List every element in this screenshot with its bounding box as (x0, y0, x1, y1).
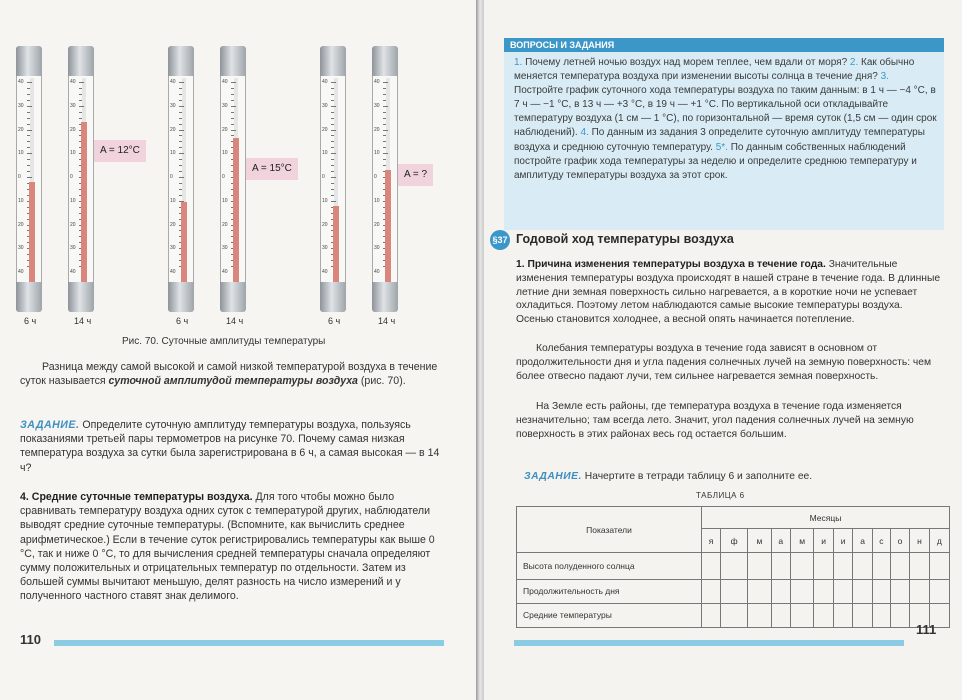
scale-tick-label: 20 (70, 221, 76, 228)
scale-tick-label: 40 (70, 269, 76, 275)
amplitude-label: A = 12°C (94, 140, 146, 162)
scale-tick (27, 165, 30, 166)
month-header-cell: с (872, 529, 890, 553)
scale-tick (383, 147, 386, 148)
scale-tick (79, 106, 84, 107)
scale-tick (179, 88, 182, 89)
definition-term: суточной амплитудой температуры воздуха (108, 375, 358, 388)
right-page (484, 0, 962, 700)
month-header-cell: м (748, 529, 771, 553)
thermometer-bottom-cap (168, 282, 194, 312)
scale-tick-label: 10 (222, 197, 228, 204)
scale-tick-label: 0 (222, 174, 225, 180)
task-label: ЗАДАНИЕ. (524, 471, 582, 482)
scale-tick (331, 94, 334, 95)
table-cell (791, 603, 814, 627)
table-cell (872, 553, 890, 579)
item4-paragraph (20, 490, 452, 604)
row-label: Средние температуры (517, 603, 702, 627)
scale-tick (179, 177, 184, 178)
scale-tick-label: 40 (70, 79, 76, 85)
item1-title: Причина изменения температуры воздуха в течение года. (527, 259, 826, 270)
thermometer-pair3-14h (372, 46, 398, 312)
header-months: Месяцы (702, 507, 950, 529)
scale-tick-label: 30 (170, 102, 176, 109)
scale-tick (383, 124, 386, 125)
thermometer-pair1-14h (68, 46, 94, 312)
scale-tick (27, 141, 30, 142)
scale-tick (331, 189, 334, 190)
scale-tick (331, 141, 334, 142)
month-header-cell: а (853, 529, 873, 553)
scale-tick (231, 88, 234, 89)
page-footer-bar (514, 640, 904, 646)
amplitude-label: A = ? (398, 164, 433, 186)
question-number: 2. (849, 57, 859, 68)
thermometer-top-cap (220, 46, 246, 76)
time-label-14h: 14 ч (226, 316, 244, 326)
scale-tick (383, 165, 386, 166)
mercury-column (181, 202, 187, 282)
scale-tick (383, 112, 386, 113)
scale-tick (331, 106, 336, 107)
scale-tick-label: 30 (222, 102, 228, 109)
scale-tick (331, 195, 334, 196)
scale-tick-label: 30 (18, 245, 24, 252)
scale-tick-label: 40 (374, 269, 380, 275)
table-cell (814, 603, 834, 627)
table-cell (890, 579, 910, 603)
table-title: ТАБЛИЦА 6 (696, 491, 745, 500)
scale-tick-label: 30 (222, 245, 228, 252)
scale-tick-label: 30 (374, 245, 380, 252)
table-row (517, 579, 950, 603)
scale-tick (79, 118, 82, 119)
task-label: ЗАДАНИЕ. (20, 419, 80, 431)
row-label: Продолжительность дня (517, 579, 702, 603)
scale-tick (331, 183, 334, 184)
mercury-column (81, 122, 87, 282)
section-badge: §37 (490, 230, 510, 250)
scale-tick (331, 135, 334, 136)
scale-tick-label: 30 (322, 245, 328, 252)
scale-tick-label: 20 (374, 221, 380, 228)
task-text: Начертите в тетради таблицу 6 и заполните ее. (581, 471, 813, 482)
question-1: Почему летней ночью воздух над морем теплее, чем вдали от моря? (522, 57, 848, 68)
scale-tick-label: 20 (18, 221, 24, 228)
scale-tick-label: 30 (70, 102, 76, 109)
scale-tick (27, 124, 30, 125)
scale-tick-label: 0 (374, 174, 377, 180)
scale-tick (383, 118, 386, 119)
scale-tick-label: 20 (170, 126, 176, 133)
table-cell (791, 553, 814, 579)
thermometer-top-cap (16, 46, 42, 76)
scale-tick-label: 30 (374, 102, 380, 109)
row-label: Высота полуденного солнца (517, 553, 702, 579)
month-header-cell: я (702, 529, 721, 553)
scale-tick (27, 177, 32, 178)
scale-tick-label: 10 (170, 150, 176, 157)
scale-tick (27, 135, 30, 136)
scale-tick (179, 118, 182, 119)
scale-tick (79, 100, 82, 101)
table-cell (748, 603, 771, 627)
scale-tick-label: 40 (170, 269, 176, 275)
scale-tick (179, 94, 182, 95)
section-title: Годовой ход температуры воздуха (516, 232, 734, 246)
scale-tick-label: 0 (170, 174, 173, 180)
thermometer-bottom-cap (68, 282, 94, 312)
table-cell (833, 603, 853, 627)
scale-tick-label: 10 (18, 197, 24, 204)
thermometer-bottom-cap (372, 282, 398, 312)
header-indicators: Показатели (517, 507, 702, 553)
scale-tick (331, 159, 334, 160)
month-header-cell: о (890, 529, 910, 553)
scale-tick-label: 0 (322, 174, 325, 180)
month-header-cell: н (910, 529, 929, 553)
item4-number: 4. (20, 491, 29, 503)
scale-tick (179, 183, 182, 184)
scale-tick (331, 112, 334, 113)
scale-tick-label: 10 (18, 150, 24, 157)
scale-tick-label: 10 (374, 150, 380, 157)
table-cell (721, 579, 748, 603)
page-number: 110 (20, 632, 41, 647)
item1-paragraph (516, 258, 942, 327)
table-cell (872, 603, 890, 627)
scale-tick-label: 40 (18, 269, 24, 275)
scale-tick-label: 10 (222, 150, 228, 157)
scale-tick (331, 165, 334, 166)
scale-tick-label: 20 (222, 126, 228, 133)
scale-tick (27, 159, 30, 160)
scale-tick (27, 171, 30, 172)
thermometer-top-cap (168, 46, 194, 76)
table-cell (872, 579, 890, 603)
item1-number: 1. (516, 259, 525, 270)
month-header-cell: д (929, 529, 949, 553)
scale-tick (383, 135, 386, 136)
scale-tick-label: 40 (222, 79, 228, 85)
scale-tick-label: 40 (322, 79, 328, 85)
month-header-cell: и (833, 529, 853, 553)
table-cell (929, 553, 949, 579)
scale-tick-label: 40 (374, 79, 380, 85)
question-number: 1. (514, 57, 523, 68)
table-cell (748, 579, 771, 603)
scale-tick-label: 30 (170, 245, 176, 252)
scale-tick (383, 153, 388, 154)
scale-tick (79, 112, 82, 113)
scale-tick (231, 106, 236, 107)
scale-tick (383, 106, 388, 107)
question-5: По данным собственных наблюдений постройте график хода температуры за неделю и определите среднюю температуру и амплитуду температуры воздуха за этот срок. (514, 141, 917, 181)
table-cell (721, 603, 748, 627)
table-cell (833, 579, 853, 603)
scale-tick (231, 100, 234, 101)
scale-tick (179, 141, 182, 142)
scale-tick (179, 189, 182, 190)
scale-tick (331, 130, 336, 131)
scale-tick (331, 201, 336, 202)
month-header-cell: ф (721, 529, 748, 553)
scale-tick (27, 112, 30, 113)
scale-tick (331, 100, 334, 101)
table-cell (853, 603, 873, 627)
scale-tick (27, 82, 32, 83)
scale-tick (179, 159, 182, 160)
thermometer-bottom-cap (220, 282, 246, 312)
scale-tick-label: 40 (18, 79, 24, 85)
scale-tick (331, 82, 336, 83)
mercury-column (233, 138, 239, 282)
scale-tick-label: 20 (222, 221, 228, 228)
time-label-14h: 14 ч (74, 316, 92, 326)
scale-tick (331, 153, 336, 154)
page-number: 111 (916, 622, 937, 637)
table-cell (853, 553, 873, 579)
table-cell (721, 553, 748, 579)
scale-tick-label: 30 (18, 102, 24, 109)
item1-text: Значительные изменения температуры воздуха происходят в нашей стране в течение года. В длинные летние дни земная поверхность сильно нагревается, а в короткие ночи не успевает охладиться. Поэтому летом наблюдаются самые высокие температуры воздуха. Осенью становится холоднее, а весной опять начинается потепление. (516, 259, 941, 326)
task2-paragraph (524, 470, 944, 484)
scale-tick (179, 171, 182, 172)
time-label-14h: 14 ч (378, 316, 396, 326)
table-cell (702, 553, 721, 579)
scale-tick (231, 135, 234, 136)
table-6 (516, 506, 950, 628)
scale-tick (179, 153, 184, 154)
thermometer-top-cap (372, 46, 398, 76)
table-cell (814, 579, 834, 603)
table-cell (791, 579, 814, 603)
scale-tick-label: 10 (70, 197, 76, 204)
month-header-cell: а (771, 529, 791, 553)
amplitude-label: A = 15°C (246, 158, 298, 180)
table-cell (771, 579, 791, 603)
question-4: По данным из задания 3 определите суточную амплитуду температуры воздуха и среднюю суточную температуру. (514, 127, 925, 153)
scale-tick (231, 112, 234, 113)
scale-tick-label: 10 (70, 150, 76, 157)
mercury-column (333, 206, 339, 282)
scale-tick-label: 0 (18, 174, 21, 180)
table-cell (853, 579, 873, 603)
table-cell (833, 553, 853, 579)
scale-tick-label: 40 (170, 79, 176, 85)
table-cell (771, 603, 791, 627)
mercury-column (29, 182, 35, 282)
thermometer-pair2-6h (168, 46, 194, 312)
month-header-cell: м (791, 529, 814, 553)
scale-tick (331, 118, 334, 119)
scale-tick (27, 153, 32, 154)
questions-list (514, 56, 938, 183)
scale-tick (231, 130, 236, 131)
scale-tick (79, 82, 84, 83)
item4-title: Средние суточные температуры воздуха. (31, 491, 253, 503)
question-number: 4. (580, 127, 589, 139)
scale-tick (331, 171, 334, 172)
scale-tick (27, 100, 30, 101)
scale-tick-label: 20 (322, 221, 328, 228)
scale-tick (179, 82, 184, 83)
task-text: Определите суточную амплитуду температуры воздуха, пользуясь показаниями третьей пары термометров на рисунке 70. Почему самая низкая температура воздуха за сутки была зарегистрирована в 6 ч, а самая высокая — в 14 ч? (20, 419, 440, 474)
scale-tick (383, 88, 386, 89)
scale-tick-label: 10 (322, 197, 328, 204)
scale-tick-label: 40 (222, 269, 228, 275)
scale-tick-label: 20 (322, 126, 328, 133)
scale-tick (331, 124, 334, 125)
scale-tick (27, 106, 32, 107)
scale-tick (231, 82, 236, 83)
scale-tick-label: 30 (322, 102, 328, 109)
paragraph-3: На Земле есть районы, где температура воздуха в течение года изменяется незначительно; там всегда лето. Значит, угол падения солнечных лучей на земную поверхность в этих районах весь год остается большим. (516, 401, 914, 440)
scale-tick (27, 118, 30, 119)
item4-text: Для того чтобы можно было сравнивать температуру воздуха одних суток с температурой других, наблюдатели выводят средние суточные температуры. (Вспомните, как вычислить среднее арифметическое.) Если в течение суток регистрировались температуры как выше 0 °С, так и ниже 0 °С, то для вычисления средней температуры сначала определяют сумму положительных и отрицательных температур по отдельности. Затем из большей суммы вычитают меньшую, делят разность на число измерений и у полученного частного ставят знак делимого. (20, 491, 435, 603)
scale-tick-label: 0 (70, 174, 73, 180)
scale-tick (383, 94, 386, 95)
scale-tick (331, 177, 336, 178)
time-label-6h: 6 ч (176, 316, 189, 326)
scale-tick (179, 165, 182, 166)
thermometer-pair2-14h (220, 46, 246, 312)
thermometer-pair3-6h (320, 46, 346, 312)
table-row (517, 603, 950, 627)
scale-tick (331, 88, 334, 89)
table-cell (748, 553, 771, 579)
scale-tick (383, 141, 386, 142)
scale-tick (231, 94, 234, 95)
scale-tick (231, 118, 234, 119)
time-label-6h: 6 ч (24, 316, 37, 326)
question-3: Постройте график суточного хода температуры воздуха по таким данным: в 1 ч — −4 °С, в 7 ч — −1 °С, в 13 ч — +3 °С, в 19 ч — +1 °С. По вертикальной оси откладывайте температуру воздуха (1 см — 1 °С), по горизонтальной — время суток (1,5 см — один срок наблюдений). (514, 85, 937, 139)
table-cell (814, 553, 834, 579)
scale-tick (383, 130, 388, 131)
question-2: Как обычно меняется температура воздуха при изменении высоты солнца в течение дня? (514, 57, 915, 83)
left-page (0, 0, 478, 700)
scale-tick (179, 130, 184, 131)
table-row (517, 553, 950, 579)
question-number: 5*. (715, 141, 728, 153)
scale-tick-label: 20 (170, 221, 176, 228)
scale-tick-label: 20 (70, 126, 76, 133)
table-cell (910, 579, 929, 603)
scale-tick (331, 147, 334, 148)
scale-tick (27, 88, 30, 89)
thermometer-pair1-6h (16, 46, 42, 312)
table-cell (771, 553, 791, 579)
thermometer-bottom-cap (16, 282, 42, 312)
scale-tick (179, 100, 182, 101)
scale-tick-label: 30 (70, 245, 76, 252)
definition-paragraph (20, 360, 452, 388)
scale-tick (79, 88, 82, 89)
scale-tick (27, 94, 30, 95)
table-cell (910, 553, 929, 579)
scale-tick-label: 40 (322, 269, 328, 275)
paragraph-2: Колебания температуры воздуха в течение года зависят в основном от продолжительности дня и угла падения солнечных лучей на земную поверхность: чем более отвесно падают лучи, тем сильнее нагревается земная поверхность. (516, 343, 932, 382)
thermometer-top-cap (320, 46, 346, 76)
scale-tick (179, 106, 184, 107)
table-cell (702, 579, 721, 603)
scale-tick (179, 124, 182, 125)
page-footer-bar (54, 640, 444, 646)
scale-tick-label: 10 (374, 197, 380, 204)
time-label-6h: 6 ч (328, 316, 341, 326)
scale-tick-label: 10 (170, 197, 176, 204)
scale-tick (27, 147, 30, 148)
scale-tick (383, 100, 386, 101)
scale-tick (179, 147, 182, 148)
scale-tick (179, 112, 182, 113)
task-paragraph (20, 418, 452, 475)
figure-caption: Рис. 70. Суточные амплитуды температуры (122, 336, 326, 347)
thermometer-bottom-cap (320, 282, 346, 312)
scale-tick (179, 135, 182, 136)
scale-tick (231, 124, 234, 125)
scale-tick (27, 130, 32, 131)
mercury-column (385, 170, 391, 282)
table-cell (929, 579, 949, 603)
table-header-row (517, 507, 950, 529)
question-number: 3. (880, 71, 889, 83)
scale-tick-label: 20 (18, 126, 24, 133)
scale-tick (383, 159, 386, 160)
thermometer-top-cap (68, 46, 94, 76)
table-cell (890, 553, 910, 579)
definition-text: Разница между самой высокой и самой низкой температурой воздуха в течение суток называется (20, 361, 438, 388)
definition-text-end: (рис. 70). (357, 375, 406, 388)
month-header-cell: и (814, 529, 834, 553)
scale-tick (383, 82, 388, 83)
table-cell (890, 603, 910, 627)
questions-header: ВОПРОСЫ И ЗАДАНИЯ (504, 38, 944, 52)
scale-tick (79, 94, 82, 95)
table-cell (702, 603, 721, 627)
scale-tick-label: 10 (322, 150, 328, 157)
scale-tick (179, 195, 182, 196)
scale-tick-label: 20 (374, 126, 380, 133)
